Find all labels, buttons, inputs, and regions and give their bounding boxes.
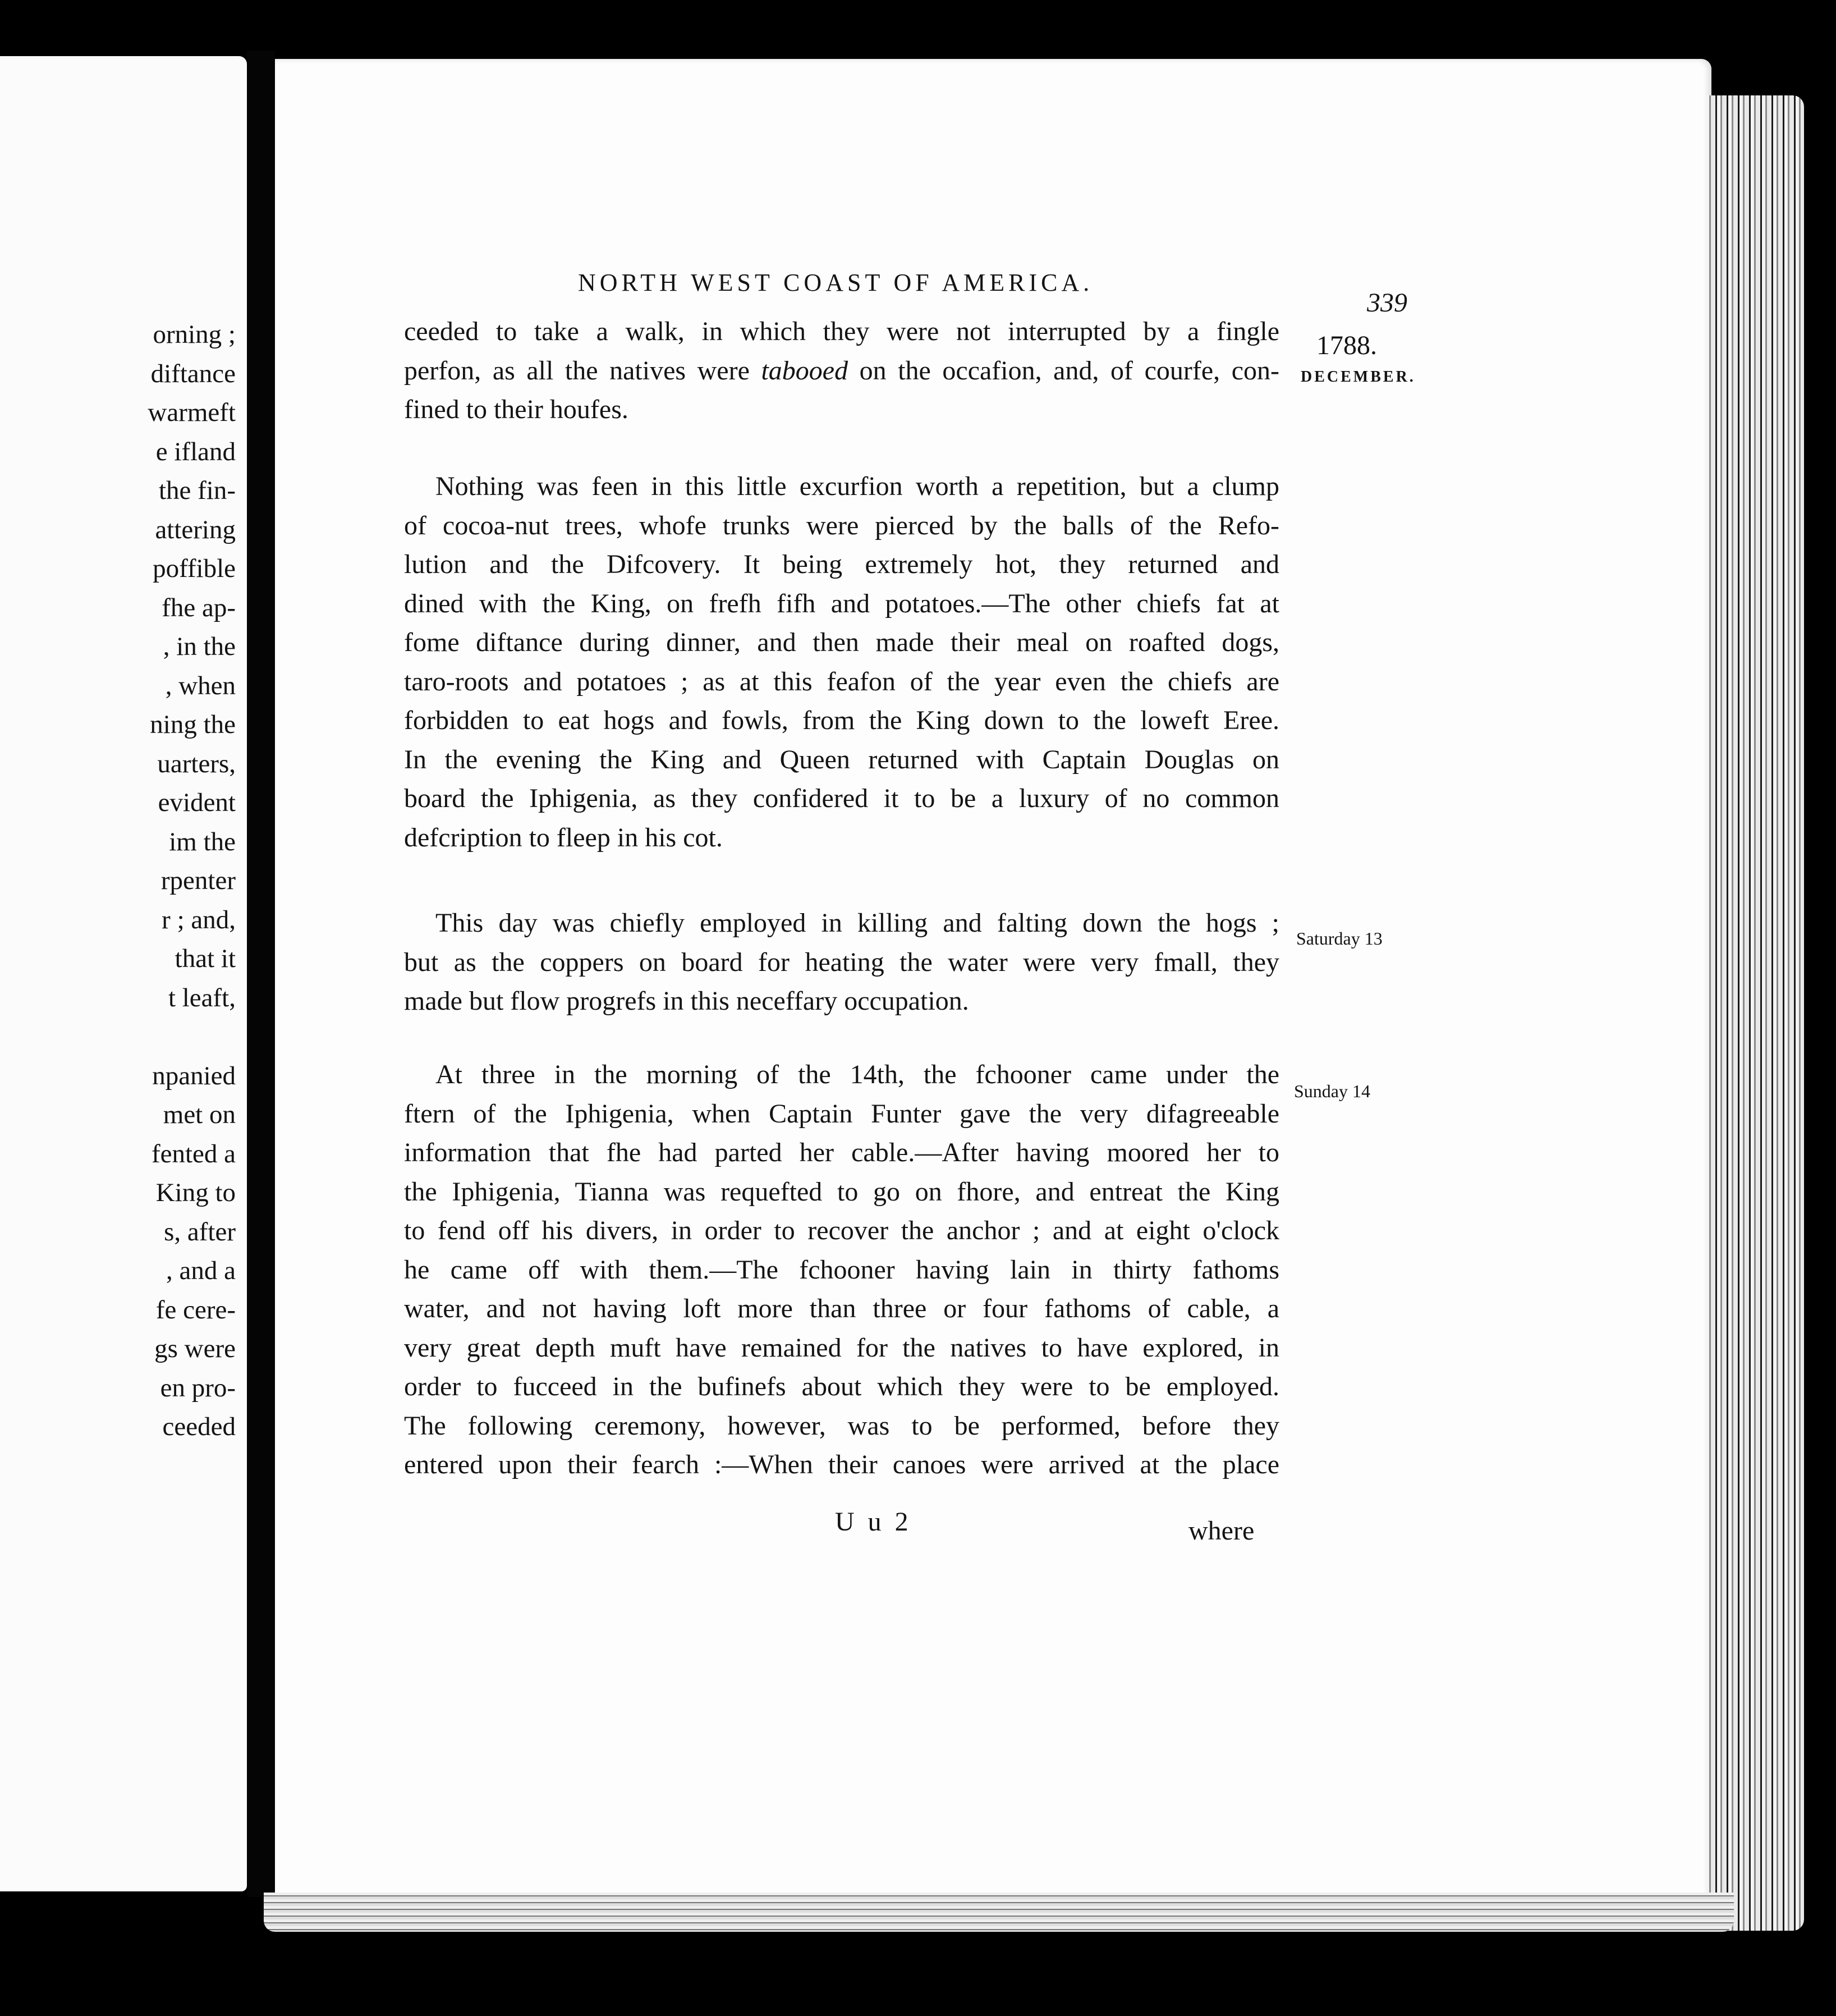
text-line: fome diftance during dinner, and then made their meal on roafted dogs, [404, 627, 1279, 657]
left-line: npanied [152, 1061, 236, 1091]
left-line: fhe ap- [162, 593, 236, 622]
signature-mark: U u 2 [835, 1507, 912, 1537]
left-line: im the [169, 827, 236, 856]
paragraph-3 [404, 904, 1279, 1021]
page-edges [1706, 95, 1804, 1931]
paragraph-2 [404, 467, 1279, 857]
text-line: entered upon their fearch :—When their canoes were arrived at the place [404, 1450, 1279, 1479]
left-line: orning ; [153, 320, 236, 349]
left-page [0, 56, 247, 1891]
text-line: information that fhe had parted her cable.—After having moored her to [404, 1138, 1279, 1167]
text-line: At three in the morning of the 14th, the fchooner came under the [435, 1060, 1279, 1089]
bottom-page-edges [264, 1893, 1734, 1932]
text-line: the Iphigenia, Tianna was requefted to go on fhore, and entreat the King [404, 1176, 1279, 1207]
left-line: e ifland [155, 437, 236, 466]
page-number: 339 [1367, 288, 1407, 318]
paragraph-4 [404, 1055, 1279, 1484]
catchword: where [1188, 1516, 1255, 1546]
text-line: of cocoa-nut trees, whofe trunks were pierced by the balls of the Refo- [404, 510, 1279, 540]
left-line: attering [155, 515, 236, 544]
text-line: dined with the King, on frefh fifh and potatoes.—The other chiefs fat at [404, 588, 1279, 618]
left-line: en pro- [160, 1373, 236, 1403]
left-line: the fin- [158, 476, 236, 505]
text-line: water, and not having loft more than three or four fathoms of cable, a [404, 1294, 1279, 1323]
text-line: made but flow progrefs in this neceffary occupation. [404, 986, 969, 1016]
left-line: r ; and, [162, 905, 236, 934]
margin-note-sunday: Sunday 14 [1294, 1081, 1370, 1101]
left-line: King to [155, 1178, 236, 1207]
text-line: forbidden to eat hogs and fowls, from the King down to the loweft Eree. [404, 705, 1279, 735]
left-line: warmeft [148, 398, 236, 427]
text-line: to fend off his divers, in order to recover the anchor ; and at eight o'clock [404, 1216, 1279, 1245]
margin-month: DECEMBER. [1301, 368, 1416, 386]
left-line: ning the [150, 710, 236, 739]
left-line: uarters, [157, 749, 236, 778]
text-span: perfon, as all the natives were [404, 355, 761, 386]
left-line [0, 1018, 236, 1057]
left-line: , and a [166, 1256, 236, 1285]
left-line: , when [165, 671, 236, 700]
text-line: In the evening the King and Queen returned with Captain Douglas on [404, 744, 1279, 775]
left-line: fe cere- [155, 1295, 236, 1325]
margin-year: 1788. [1316, 331, 1377, 360]
left-page-text [0, 315, 236, 1447]
text-line: lution and the Difcovery. It being extremely hot, they returned and [404, 549, 1279, 579]
paragraph-1 [404, 312, 1279, 429]
left-line: s, after [164, 1217, 236, 1247]
running-head: NORTH WEST COAST OF AMERICA. [578, 269, 1094, 296]
left-line: gs were [154, 1334, 236, 1363]
left-line: met on [163, 1100, 236, 1129]
text-line [404, 351, 1279, 391]
text-line: taro-roots and potatoes ; as at this feafon of the year even the chiefs are [404, 666, 1279, 697]
text-line: This day was chiefly employed in killing and falting down the hogs ; [435, 908, 1279, 938]
text-line: he came off with them.—The fchooner having lain in thirty fathoms [404, 1254, 1279, 1285]
text-line: The following ceremony, however, was to be performed, before they [404, 1410, 1279, 1441]
text-line: ceeded to take a walk, in which they were not interrupted by a fingle [404, 317, 1279, 346]
text-line: fined to their houfes. [404, 395, 628, 424]
italic-word: tabooed [761, 355, 848, 386]
text-line: order to fucceed in the bufinefs about which they were to be employed. [404, 1372, 1279, 1401]
left-line: ceeded [162, 1412, 236, 1441]
text-span: on the occafion, and, of courfe, con- [848, 355, 1280, 386]
left-line: evident [158, 788, 236, 817]
margin-note-saturday: Saturday 13 [1296, 928, 1383, 949]
text-line: Nothing was feen in this little excurfion worth a repetition, but a clump [435, 471, 1279, 501]
text-line: ftern of the Iphigenia, when Captain Funter gave the very difagreeable [404, 1098, 1279, 1129]
book-gutter [247, 51, 275, 1897]
left-line: t leaft, [168, 983, 236, 1012]
text-line: defcription to fleep in his cot. [404, 822, 723, 853]
left-line: diftance [150, 359, 236, 388]
left-line: fented a [151, 1139, 236, 1169]
text-line: board the Iphigenia, as they confidered it to be a luxury of no common [404, 784, 1279, 813]
left-line: poffible [153, 554, 236, 583]
text-line: very great depth muft have remained for the natives to have explored, in [404, 1332, 1279, 1363]
left-line: , in the [163, 632, 236, 661]
text-line: but as the coppers on board for heating the water were very fmall, they [404, 947, 1279, 977]
left-line: that it [175, 944, 236, 973]
left-line: rpenter [160, 866, 236, 895]
